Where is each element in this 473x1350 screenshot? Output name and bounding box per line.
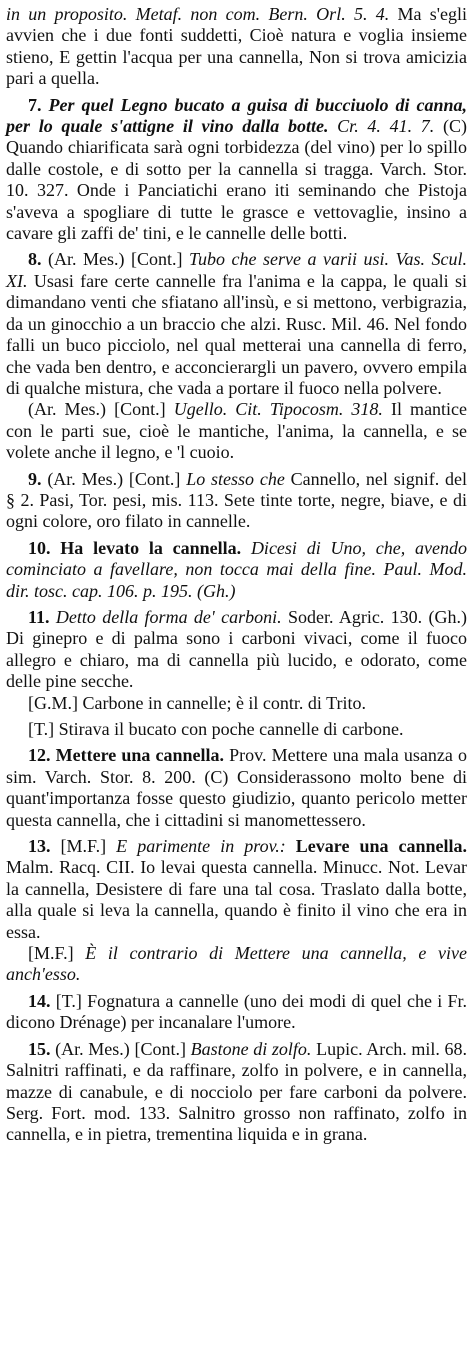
sense-tag: [T.] — [55, 990, 82, 1011]
entry-continuation — [6, 4, 467, 90]
sense-definition: Tubo che serve a varii usi. — [189, 249, 390, 270]
sense-headphrase: Mettere una cannella. — [55, 745, 225, 766]
sense-body: Lupic. Arch. mil. 68. Salnitri raffinati, e da raffinare, zolfo in polvere, e in cannella, mazze di canabule, e di nocciolo per fare carboni da polvere. Serg. Fort. mod. 133. Salnitro grosso non raffinato, zolfo in cannella, e in pietra, trementina liquida e in grana. — [6, 1038, 468, 1145]
sense-body: Soder. Agric. 130. (Gh.) Di ginepro e di palma sono i carboni vivaci, come il fuoco allegro e chiaro, ma di cannella più lucido, e odorato, come delle pine secche. — [6, 606, 468, 692]
sense-number: 13. — [28, 836, 51, 857]
sense-tag: [T.] — [28, 719, 55, 739]
sense-definition: Bastone di zolfo. — [190, 1038, 312, 1059]
sense-body: Usasi fare certe cannelle fra l'anima e la cappa, le quali si dimandano venti che sfiatano all'insù, e si mettono, verbigrazia, da un ginocchio a un braccio che alzi. Rusc. Mil. 46. Nel fondo falli un buco picciolo, nel qual metterai una cannella di ferro, che vada ben dentro, e acconcierargli un pavero, ovvero empila di qualche mistura, che vada a portare il fuoco nella polvere. — [6, 270, 468, 398]
sense-body: È il contrario di Mettere una cannella, e vive anch'esso. — [6, 943, 467, 985]
sense-headphrase: Levare una cannella. — [295, 836, 468, 857]
sense-number: 7. — [28, 94, 42, 115]
sense-13 — [6, 836, 467, 943]
sense-tag: [M.F.] — [28, 943, 74, 964]
sense-15 — [6, 1039, 467, 1146]
sense-8-sub — [6, 399, 467, 463]
sense-11 — [6, 607, 467, 693]
sense-body: Carbone in cannelle; è il contr. di Trito. — [82, 692, 366, 713]
sense-body: (C) Quando chiarificata sarà ogni torbidezza (del vino) per lo spillo dalle costole, e di sotto per la cannella si tragga. Varch. Stor. 10. 327. Onde i Panciatichi erano iti seminando che Pistoja s'aveva a spogliare di tutte le grasce e vettovaglie, insino a cavare gli zaffi de' tini, e le cannelle delle botti. — [6, 116, 468, 244]
sense-number: 15. — [28, 1038, 51, 1059]
sense-body: Dicesi di Uno, che, avendo cominciato a favellare, non tocca mai della fine. Paul. Mod. dir. tosc. cap. 106. p. 195. (Gh.) — [6, 537, 468, 601]
sense-number: 10. — [28, 537, 51, 558]
sense-8 — [6, 249, 467, 399]
citation: Cr. 4. 41. 7. — [337, 116, 435, 137]
sense-tag: (Ar. Mes.) [Cont.] — [48, 249, 183, 270]
sense-number: 14. — [28, 990, 51, 1011]
sense-11-gm — [6, 693, 467, 714]
sense-number: 8. — [28, 249, 42, 270]
sense-body: Cannello, nel signif. del § 2. Pasi, Tor. pesi, mis. 113. Sete tinte torte, negre, biave, e di ogni colore, oro filato in cannelle. — [6, 468, 468, 532]
sense-number: 12. — [28, 745, 51, 766]
sense-tag: [M.F.] — [60, 836, 107, 857]
sense-7 — [6, 95, 467, 245]
sense-10 — [6, 538, 467, 602]
sense-number: 11. — [28, 606, 50, 627]
sense-11-t — [6, 719, 467, 740]
citation: in un proposito. Metaf. non com. Bern. Orl. 5. 4. — [6, 4, 390, 24]
sense-14 — [6, 991, 467, 1034]
citation: Ugello. Cit. Tipocosm. 318. — [173, 399, 383, 420]
sense-9 — [6, 469, 467, 533]
sense-body: Fognatura a cannelle (uno dei modi di quel che i Fr. dicono Drénage) per incanalare l'umore. — [6, 990, 468, 1033]
sense-tag: (Ar. Mes.) [Cont.] — [28, 399, 166, 420]
sense-number: 9. — [28, 468, 42, 489]
sense-definition: Lo stesso che — [186, 468, 285, 489]
sense-body: Il mantice con le parti sue, cioè le mantiche, l'anima, la cannella, e se volete anche il legno, e 'l cuoio. — [6, 399, 468, 463]
sense-13-mf — [6, 943, 467, 986]
sense-body: Malm. Racq. CII. Io levai questa cannella. Minucc. Not. Levar la cannella, Desistere di fare una tal cosa. Traslato dalla botte, alla quale si leva la cannella, quando è finito il vino che era in essa. — [6, 857, 467, 942]
sense-tag: [G.M.] — [28, 692, 78, 713]
sense-tag: (Ar. Mes.) [Cont.] — [47, 468, 181, 489]
sense-body: Stirava il bucato con poche cannelle di carbone. — [58, 719, 404, 739]
sense-body: Prov. Mettere una mala usanza o sim. Varch. Stor. 8. 200. (C) Considerassono molto bene di quant'importanza fosse questo giudizio, quanto pericolo metter questa cannella, che i cittadini si manomettessero. — [6, 745, 468, 830]
quotation: Ma s'egli avvien che i due fonti suddetti, Cioè natura e voglia insieme stieno, E gettin l'acqua per una cannella, Non si trova amicizia pari a quella. — [6, 4, 468, 89]
sense-tag: (Ar. Mes.) [Cont.] — [55, 1038, 186, 1059]
sense-definition: Per quel Legno bucato a guisa di bucciuolo di canna, per lo quale s'attigne il vino dalla botte. — [6, 94, 467, 137]
citation: Vas. Scul. XI. — [6, 249, 468, 291]
sense-12 — [6, 745, 467, 831]
sense-headphrase: Ha levato la cannella. — [60, 537, 242, 558]
sense-definition: E parimente in prov.: — [116, 836, 286, 857]
sense-definition: Detto della forma de' carboni. — [55, 606, 282, 627]
